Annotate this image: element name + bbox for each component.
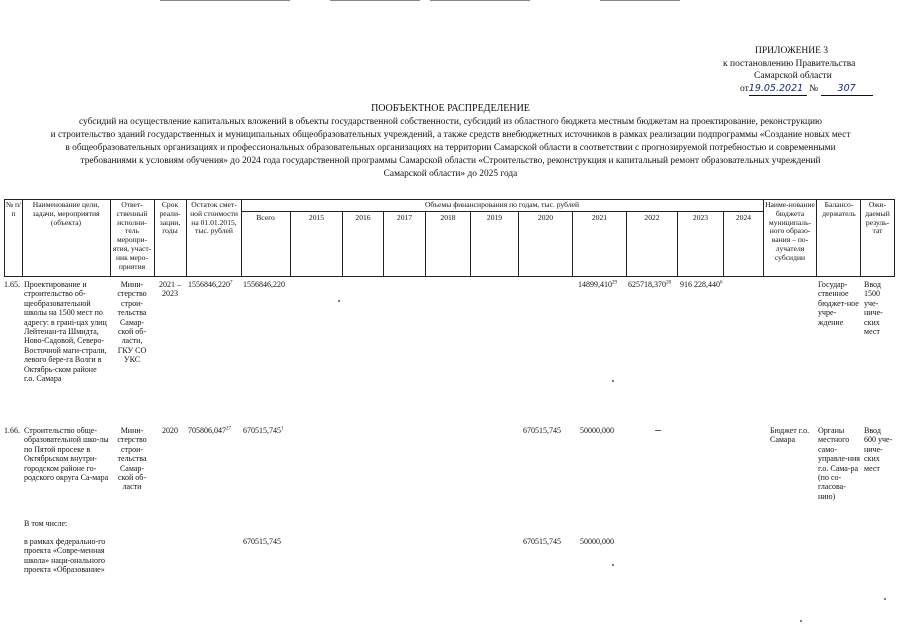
table-border [4,276,894,277]
header-period: Срок реали-зации, годы [159,200,181,236]
table-border [241,211,763,212]
scan-speck [800,620,802,622]
row-total: 1556846,220 [243,280,285,289]
document-title: ПООБЪЕКТНОЕ РАСПРЕДЕЛЕНИЕ [371,103,530,114]
row-period: 2020 [162,426,178,435]
header-result: Ожи-даемый резуль-тат [865,200,890,236]
row-result: Ввод 1500 уче-ниче-ских мест [864,280,883,337]
row-holder: Государ-ственное бюджет-ное учре-ждение [818,280,859,327]
header-num: № п/п [5,200,22,218]
table-border [186,199,187,277]
header-year-2021: 2021 [591,213,608,222]
row-name: Проектирование и строительство об-щеобразовательной школы на 1500 мест по адресу: в гранi-цах улиц Лейтенан-та Шмидта, Ново-Садовой, Северо-Восточной маги-страли, левого бере-га Волги в Октябрь-ском районе г.о. Самара [24,280,107,384]
table-border [154,199,155,277]
header-holder: Балансо-держатель [822,200,856,218]
subtitle-line: субсидий на осуществление капитальных вложений в объекты государственной собственности, субсидий из областного бюджета местным бюджетам на проектирование, реконструкцию [78,117,823,127]
scan-speck [612,380,614,382]
header-remaining: Остаток смет-ной стоимости на 01.01.2015, тыс. рублей [190,200,238,236]
row-total: 670515,745 [243,537,281,546]
appendix-line: Самарской области [754,71,832,81]
header-year-2023: 2023 [692,213,709,222]
table-border [894,199,895,277]
row-total: 670515,745$^1$ [243,426,284,435]
appendix-line: к постановлению Правительства [723,59,856,69]
header-year-2019: 2019 [486,213,503,222]
header-year-2017: 2017 [396,213,413,222]
header-year-2022: 2022 [644,213,660,222]
header-year-2016: 2016 [355,213,371,222]
row-num: 1.65. [4,280,20,289]
table-border [110,199,111,277]
appendix-title: ПРИЛОЖЕНИЕ 3 [755,46,829,56]
row-y2022: 625718,370$^{28}$ [628,280,671,289]
header-name: Наименование цели, задачи, мероприятия (объекта) [32,200,100,227]
header-funding: Объемы финансирования по годам, тыс. рублей [424,200,580,209]
subtitle-line: и строительство зданий государственных и муниципальных общеобразовательных учреждений, а также средств внебюджетных источников в рамках реализации подпрограммы «Создание новых мест [50,130,851,140]
header-budget: Наиме-нование бюджета муниципаль-ного образо-вания – по-лучателя субсидии [765,200,815,262]
table-border [860,199,861,277]
row-including-label: В том числе: [24,519,68,528]
row-remaining: 1556846,220$^7$ [188,280,233,289]
handwritten-number: 307 [821,83,873,96]
row-y2020: 670515,745 [523,426,561,435]
row-y2021: 50000,000 [580,426,614,435]
table-border [22,199,23,277]
row-budget: Бюджет г.о. Самара [770,426,810,445]
row-executor: Мини-стерство строи-тельства Самар-ской об-ласти [117,426,147,492]
distribution-table [0,196,901,640]
scan-speck [655,430,661,431]
row-remaining: 705806,047$^{27}$ [188,426,231,435]
row-y2021: 14899,410$^{29}$ [578,280,617,289]
header-year-2015: 2015 [308,213,325,222]
row-y2023: 916 228,440$^6$ [680,280,723,289]
scan-edge-line [600,0,680,1]
scan-edge-line [160,0,290,1]
appendix-date-line [740,83,873,96]
scan-speck [612,564,614,566]
scan-speck [884,598,886,600]
date-prefix: от [740,84,749,94]
row-name: в рамках федерально-го проекта «Совре-менная школа» наци-онального проекта «Образование» [24,537,106,575]
row-executor: Мини-стерство строи-тельства Самар-ской об-ласти, ГКУ СО УКС [117,280,147,365]
header-year-2024: 2024 [735,213,752,222]
scan-edge-line [330,0,420,1]
row-name: Строительство обще-образовательной шко-лы по Пятой просеке в Октябрьском внутри-городском районе го-родского округа Са-мара [24,426,109,483]
scan-edge-line [430,0,530,1]
row-num: 1.66. [4,426,20,435]
header-executor: Ответ-ственный исполни-тель меропри-ятия, участ-ник меро-приятия [112,200,152,271]
subtitle-line: Самарской области» до 2025 года [383,169,518,179]
table-border [241,199,242,277]
document-subtitle [4,116,897,181]
row-holder: Органы местного само-управле-ния г.о. Сама-ра (по со-гласова-нию) [818,426,860,501]
number-prefix: № [809,84,819,94]
subtitle-line: в общеобразовательных организациях и профессиональных образовательных организациях на территории Самарской области в соответствии с прогнозируемой потребностью и современными [65,143,836,153]
table-border [763,199,764,277]
row-period: 2021 – 2023 [159,280,181,299]
row-y2020: 670515,745 [523,537,561,546]
handwritten-date: 19.05.2021 [749,83,807,96]
header-year-2018: 2018 [440,213,456,222]
row-y2021: 50000,000 [580,537,614,546]
table-border [816,199,817,277]
row-result: Ввод 600 уче-ниче-ских мест [864,426,893,473]
subtitle-line: требованиями к условиям обучения» до 2024 года государственной программы Самарской области «Строительство, реконструкция и капитальный ремонт образовательных учреждений [80,156,821,166]
scan-speck [338,300,340,302]
header-total: Всего [256,213,275,222]
header-year-2020: 2020 [537,213,554,222]
